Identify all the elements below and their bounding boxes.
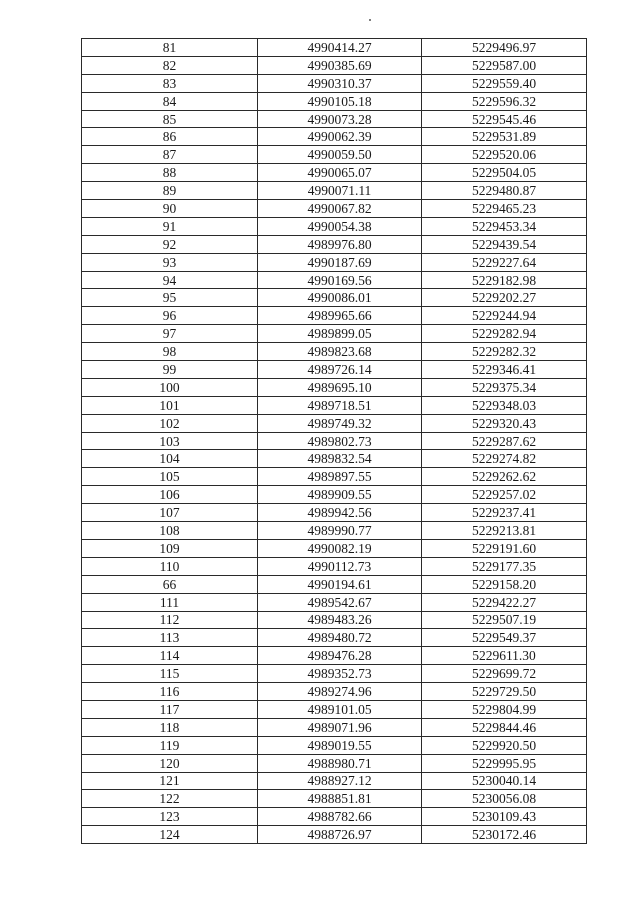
point-number-cell: 109 bbox=[82, 539, 258, 557]
table-row bbox=[82, 665, 587, 683]
table-row bbox=[82, 164, 587, 182]
y-coordinate-cell: 5229439.54 bbox=[422, 235, 587, 253]
point-number-cell: 122 bbox=[82, 790, 258, 808]
table-row bbox=[82, 700, 587, 718]
table-row bbox=[82, 575, 587, 593]
table-row bbox=[82, 468, 587, 486]
table-row bbox=[82, 504, 587, 522]
point-number-cell: 103 bbox=[82, 432, 258, 450]
x-coordinate-cell: 4989726.14 bbox=[258, 361, 422, 379]
point-number-cell: 97 bbox=[82, 325, 258, 343]
x-coordinate-cell: 4989476.28 bbox=[258, 647, 422, 665]
y-coordinate-cell: 5229244.94 bbox=[422, 307, 587, 325]
point-number-cell: 93 bbox=[82, 253, 258, 271]
table-row bbox=[82, 539, 587, 557]
y-coordinate-cell: 5229531.89 bbox=[422, 128, 587, 146]
y-coordinate-cell: 5229844.46 bbox=[422, 718, 587, 736]
point-number-cell: 86 bbox=[82, 128, 258, 146]
x-coordinate-cell: 4989749.32 bbox=[258, 414, 422, 432]
x-coordinate-cell: 4988927.12 bbox=[258, 772, 422, 790]
point-number-cell: 110 bbox=[82, 557, 258, 575]
y-coordinate-cell: 5229320.43 bbox=[422, 414, 587, 432]
x-coordinate-cell: 4990082.19 bbox=[258, 539, 422, 557]
table-row bbox=[82, 486, 587, 504]
x-coordinate-cell: 4989897.55 bbox=[258, 468, 422, 486]
point-number-cell: 108 bbox=[82, 522, 258, 540]
x-coordinate-cell: 4989480.72 bbox=[258, 629, 422, 647]
table-row bbox=[82, 611, 587, 629]
point-number-cell: 84 bbox=[82, 92, 258, 110]
point-number-cell: 105 bbox=[82, 468, 258, 486]
table-row bbox=[82, 128, 587, 146]
point-number-cell: 96 bbox=[82, 307, 258, 325]
x-coordinate-cell: 4988782.66 bbox=[258, 808, 422, 826]
y-coordinate-cell: 5229282.94 bbox=[422, 325, 587, 343]
table-row bbox=[82, 808, 587, 826]
table-row bbox=[82, 593, 587, 611]
point-number-cell: 66 bbox=[82, 575, 258, 593]
x-coordinate-cell: 4989899.05 bbox=[258, 325, 422, 343]
x-coordinate-cell: 4990071.11 bbox=[258, 182, 422, 200]
x-coordinate-cell: 4990385.69 bbox=[258, 56, 422, 74]
point-number-cell: 85 bbox=[82, 110, 258, 128]
y-coordinate-cell: 5229587.00 bbox=[422, 56, 587, 74]
table-row bbox=[82, 396, 587, 414]
y-coordinate-cell: 5229507.19 bbox=[422, 611, 587, 629]
point-number-cell: 107 bbox=[82, 504, 258, 522]
point-number-cell: 89 bbox=[82, 182, 258, 200]
y-coordinate-cell: 5229262.62 bbox=[422, 468, 587, 486]
x-coordinate-cell: 4990310.37 bbox=[258, 74, 422, 92]
table-row bbox=[82, 271, 587, 289]
y-coordinate-cell: 5229559.40 bbox=[422, 74, 587, 92]
x-coordinate-cell: 4990105.18 bbox=[258, 92, 422, 110]
y-coordinate-cell: 5229227.64 bbox=[422, 253, 587, 271]
y-coordinate-cell: 5229480.87 bbox=[422, 182, 587, 200]
table-row bbox=[82, 56, 587, 74]
x-coordinate-cell: 4990065.07 bbox=[258, 164, 422, 182]
y-coordinate-cell: 5229804.99 bbox=[422, 700, 587, 718]
y-coordinate-cell: 5229549.37 bbox=[422, 629, 587, 647]
point-number-cell: 102 bbox=[82, 414, 258, 432]
y-coordinate-cell: 5229237.41 bbox=[422, 504, 587, 522]
y-coordinate-cell: 5229348.03 bbox=[422, 396, 587, 414]
x-coordinate-cell: 4990414.27 bbox=[258, 39, 422, 57]
y-coordinate-cell: 5229274.82 bbox=[422, 450, 587, 468]
table-row bbox=[82, 522, 587, 540]
point-number-cell: 115 bbox=[82, 665, 258, 683]
x-coordinate-cell: 4990059.50 bbox=[258, 146, 422, 164]
table-row bbox=[82, 450, 587, 468]
table-row bbox=[82, 217, 587, 235]
x-coordinate-cell: 4989071.96 bbox=[258, 718, 422, 736]
x-coordinate-cell: 4989802.73 bbox=[258, 432, 422, 450]
table-row bbox=[82, 557, 587, 575]
table-row bbox=[82, 414, 587, 432]
x-coordinate-cell: 4990187.69 bbox=[258, 253, 422, 271]
table-row bbox=[82, 432, 587, 450]
point-number-cell: 119 bbox=[82, 736, 258, 754]
y-coordinate-cell: 5229995.95 bbox=[422, 754, 587, 772]
point-number-cell: 112 bbox=[82, 611, 258, 629]
y-coordinate-cell: 5229202.27 bbox=[422, 289, 587, 307]
point-number-cell: 121 bbox=[82, 772, 258, 790]
x-coordinate-cell: 4988851.81 bbox=[258, 790, 422, 808]
y-coordinate-cell: 5229611.30 bbox=[422, 647, 587, 665]
point-number-cell: 88 bbox=[82, 164, 258, 182]
x-coordinate-cell: 4989101.05 bbox=[258, 700, 422, 718]
table-row bbox=[82, 146, 587, 164]
y-coordinate-cell: 5229375.34 bbox=[422, 378, 587, 396]
x-coordinate-cell: 4989695.10 bbox=[258, 378, 422, 396]
table-row bbox=[82, 754, 587, 772]
point-number-cell: 116 bbox=[82, 683, 258, 701]
x-coordinate-cell: 4988726.97 bbox=[258, 826, 422, 844]
y-coordinate-cell: 5229520.06 bbox=[422, 146, 587, 164]
point-number-cell: 114 bbox=[82, 647, 258, 665]
x-coordinate-cell: 4990194.61 bbox=[258, 575, 422, 593]
table-row bbox=[82, 629, 587, 647]
x-coordinate-cell: 4989942.56 bbox=[258, 504, 422, 522]
x-coordinate-cell: 4989019.55 bbox=[258, 736, 422, 754]
coordinates-table bbox=[81, 38, 587, 844]
table-row bbox=[82, 790, 587, 808]
y-coordinate-cell: 5229158.20 bbox=[422, 575, 587, 593]
table-row bbox=[82, 289, 587, 307]
point-number-cell: 99 bbox=[82, 361, 258, 379]
table-row bbox=[82, 647, 587, 665]
point-number-cell: 100 bbox=[82, 378, 258, 396]
x-coordinate-cell: 4990112.73 bbox=[258, 557, 422, 575]
y-coordinate-cell: 5230109.43 bbox=[422, 808, 587, 826]
table-row bbox=[82, 718, 587, 736]
y-coordinate-cell: 5229213.81 bbox=[422, 522, 587, 540]
table-row bbox=[82, 92, 587, 110]
coordinates-table-body bbox=[82, 39, 587, 844]
point-number-cell: 87 bbox=[82, 146, 258, 164]
y-coordinate-cell: 5229496.97 bbox=[422, 39, 587, 57]
table-row bbox=[82, 74, 587, 92]
point-number-cell: 113 bbox=[82, 629, 258, 647]
table-row bbox=[82, 343, 587, 361]
point-number-cell: 82 bbox=[82, 56, 258, 74]
y-coordinate-cell: 5229177.35 bbox=[422, 557, 587, 575]
x-coordinate-cell: 4989274.96 bbox=[258, 683, 422, 701]
point-number-cell: 118 bbox=[82, 718, 258, 736]
point-number-cell: 117 bbox=[82, 700, 258, 718]
table-row bbox=[82, 110, 587, 128]
table-row bbox=[82, 361, 587, 379]
table-row bbox=[82, 683, 587, 701]
x-coordinate-cell: 4989542.67 bbox=[258, 593, 422, 611]
y-coordinate-cell: 5229920.50 bbox=[422, 736, 587, 754]
y-coordinate-cell: 5229729.50 bbox=[422, 683, 587, 701]
point-number-cell: 94 bbox=[82, 271, 258, 289]
point-number-cell: 111 bbox=[82, 593, 258, 611]
point-number-cell: 92 bbox=[82, 235, 258, 253]
y-coordinate-cell: 5229257.02 bbox=[422, 486, 587, 504]
y-coordinate-cell: 5229504.05 bbox=[422, 164, 587, 182]
table-row bbox=[82, 235, 587, 253]
point-number-cell: 123 bbox=[82, 808, 258, 826]
x-coordinate-cell: 4990169.56 bbox=[258, 271, 422, 289]
scan-speck bbox=[369, 19, 371, 21]
x-coordinate-cell: 4990062.39 bbox=[258, 128, 422, 146]
table-row bbox=[82, 200, 587, 218]
x-coordinate-cell: 4989990.77 bbox=[258, 522, 422, 540]
x-coordinate-cell: 4990054.38 bbox=[258, 217, 422, 235]
y-coordinate-cell: 5229346.41 bbox=[422, 361, 587, 379]
table-row bbox=[82, 826, 587, 844]
table-row bbox=[82, 378, 587, 396]
point-number-cell: 104 bbox=[82, 450, 258, 468]
x-coordinate-cell: 4988980.71 bbox=[258, 754, 422, 772]
point-number-cell: 95 bbox=[82, 289, 258, 307]
y-coordinate-cell: 5229465.23 bbox=[422, 200, 587, 218]
table-row bbox=[82, 772, 587, 790]
y-coordinate-cell: 5229191.60 bbox=[422, 539, 587, 557]
y-coordinate-cell: 5229453.34 bbox=[422, 217, 587, 235]
point-number-cell: 124 bbox=[82, 826, 258, 844]
table-row bbox=[82, 307, 587, 325]
table-row bbox=[82, 253, 587, 271]
x-coordinate-cell: 4989483.26 bbox=[258, 611, 422, 629]
y-coordinate-cell: 5229282.32 bbox=[422, 343, 587, 361]
table-row bbox=[82, 325, 587, 343]
x-coordinate-cell: 4990086.01 bbox=[258, 289, 422, 307]
x-coordinate-cell: 4989976.80 bbox=[258, 235, 422, 253]
y-coordinate-cell: 5230040.14 bbox=[422, 772, 587, 790]
point-number-cell: 90 bbox=[82, 200, 258, 218]
table-row bbox=[82, 736, 587, 754]
y-coordinate-cell: 5230172.46 bbox=[422, 826, 587, 844]
point-number-cell: 83 bbox=[82, 74, 258, 92]
x-coordinate-cell: 4990073.28 bbox=[258, 110, 422, 128]
x-coordinate-cell: 4989718.51 bbox=[258, 396, 422, 414]
x-coordinate-cell: 4989352.73 bbox=[258, 665, 422, 683]
point-number-cell: 106 bbox=[82, 486, 258, 504]
x-coordinate-cell: 4989965.66 bbox=[258, 307, 422, 325]
y-coordinate-cell: 5229699.72 bbox=[422, 665, 587, 683]
x-coordinate-cell: 4990067.82 bbox=[258, 200, 422, 218]
x-coordinate-cell: 4989909.55 bbox=[258, 486, 422, 504]
point-number-cell: 91 bbox=[82, 217, 258, 235]
x-coordinate-cell: 4989823.68 bbox=[258, 343, 422, 361]
y-coordinate-cell: 5229287.62 bbox=[422, 432, 587, 450]
y-coordinate-cell: 5229182.98 bbox=[422, 271, 587, 289]
point-number-cell: 101 bbox=[82, 396, 258, 414]
point-number-cell: 98 bbox=[82, 343, 258, 361]
table-row bbox=[82, 182, 587, 200]
point-number-cell: 120 bbox=[82, 754, 258, 772]
table-row bbox=[82, 39, 587, 57]
y-coordinate-cell: 5230056.08 bbox=[422, 790, 587, 808]
x-coordinate-cell: 4989832.54 bbox=[258, 450, 422, 468]
y-coordinate-cell: 5229596.32 bbox=[422, 92, 587, 110]
y-coordinate-cell: 5229545.46 bbox=[422, 110, 587, 128]
point-number-cell: 81 bbox=[82, 39, 258, 57]
y-coordinate-cell: 5229422.27 bbox=[422, 593, 587, 611]
